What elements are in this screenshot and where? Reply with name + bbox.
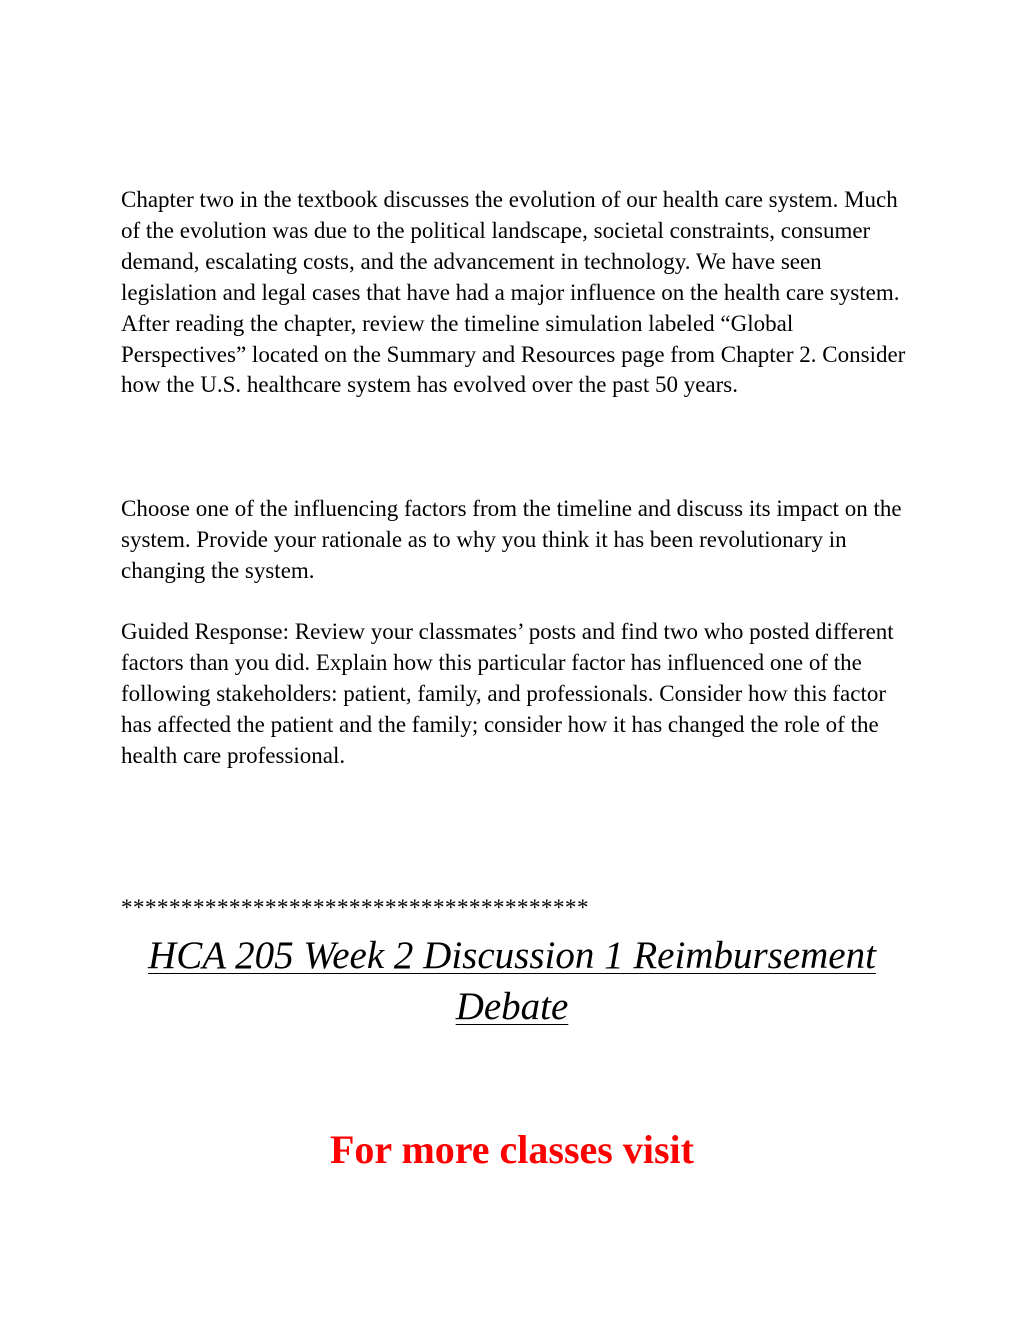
guided-response-paragraph: Guided Response: Review your classmates’ posts and find two who posted different factors than you did. Explain how this particular factor has influenced one of the following stakeholders: patient, family, and professionals. Consider how this factor has affected the patient and the family; consider how it has changed the role of the health care professional. (121, 619, 894, 768)
intro-paragraph: Chapter two in the textbook discusses the evolution of our health care system. Much of the evolution was due to the political landscape, societal constraints, consumer demand, escalating costs, and the advancement in technology. We have seen legislation and legal cases that have had a major influence on the health care system. After reading the chapter, review the timeline simulation labeled “Global Perspectives” located on the Summary and Resources page from Chapter 2. Consider how the U.S. healthcare system has evolved over the past 50 years. (121, 187, 906, 398)
prompt-paragraph: Choose one of the influencing factors from the timeline and discuss its impact on the system. Provide your rationale as to why you think it has been revolutionary in changing the system. (121, 496, 902, 583)
asterisk-separator: *************************************** (121, 895, 589, 920)
document-title: HCA 205 Week 2 Discussion 1 Reimbursement Debate (148, 934, 876, 1028)
promo-text: For more classes visit (329, 1127, 694, 1172)
